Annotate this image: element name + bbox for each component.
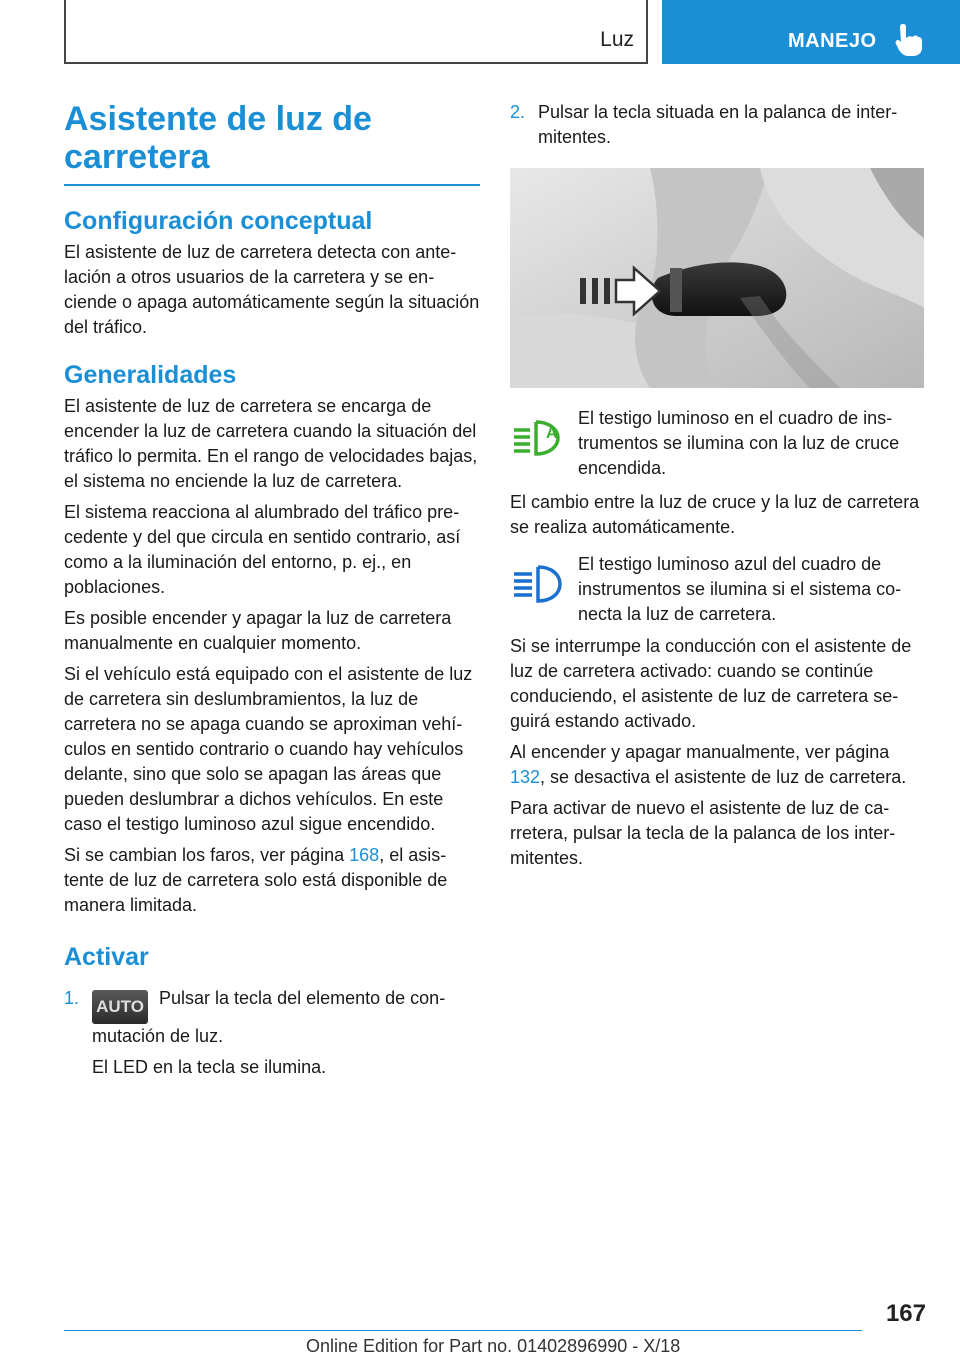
header-box — [64, 0, 648, 64]
step-number: 1. — [64, 988, 80, 1008]
step-2 — [510, 100, 924, 150]
chapter-tab-label: MANEJO — [788, 30, 877, 52]
page-number: 167 — [885, 1300, 926, 1327]
step-1-note: El LED en la tecla se ilumina. — [92, 1057, 327, 1077]
paragraph-concept: El asistente de luz de carretera detecta con antelación a otros usuarios de la carretera y se enciende o apaga automáticamente según la situación del tráfico. — [64, 242, 480, 337]
page-link-168[interactable]: 168 — [349, 845, 380, 865]
paragraph-manual: Al encender y apagar manualmente, ver página 132, se desactiva el asistente de luz de carretera. — [510, 742, 907, 787]
indicator-low-beam-row — [510, 406, 924, 484]
page-title: Asistente de luz de carretera — [64, 100, 480, 186]
footer-divider — [64, 1330, 862, 1331]
step-2-text: Pulsar la tecla situada en la palanca de intermitentes. — [538, 102, 898, 147]
pointing-hand-icon — [894, 22, 924, 58]
paragraph-reactivate: Para activar de nuevo el asistente de luz de carretera, pulsar la tecla de la palanca de los intermitentes. — [510, 798, 896, 868]
paragraph-general-1: El asistente de luz de carretera se encarga de encender la luz de carretera cuando la situación del tráfico lo permita. En el rango de velocidades bajas, el sistema no enciende la luz de carretera. — [64, 396, 478, 491]
paragraph-general-4: Si el vehículo está equipado con el asistente de luz de carretera sin deslumbramientos, la luz de carretera no se apaga cuando se aproximan vehículos en sentido contrario o cuando hay vehículos delante, sino que solo se apagan las áreas que pueden deslumbrar a dichos vehículos. En este caso el testigo luminoso azul sigue encendido. — [64, 664, 473, 834]
turn-signal-lever-photo — [510, 168, 924, 388]
auto-button-icon: AUTO — [92, 990, 148, 1024]
high-beam-indicator-icon — [510, 562, 566, 606]
section-title: Luz — [600, 28, 634, 51]
chapter-tab[interactable] — [662, 0, 960, 64]
paragraph-general-3: Es posible encender y apagar la luz de carretera manualmente en cualquier momento. — [64, 608, 452, 653]
indicator-high-beam-text: El testigo luminoso azul del cuadro de instrumentos se ilumina si el sistema conecta la luz de carretera. — [578, 554, 902, 624]
paragraph-general-5: Si se cambian los faros, ver página 168, el asistente de luz de carretera solo está disponible de manera limitada. — [64, 845, 448, 915]
svg-text:A: A — [546, 425, 558, 442]
step-number: 2. — [510, 102, 526, 122]
right-column — [510, 100, 924, 871]
heading-general: Generalidades — [64, 361, 237, 389]
paragraph-interrupt: Si se interrumpe la conducción con el asistente de luz de carretera activado: cuando se continúe conduciendo, el asistente de luz de carretera seguirá estando activado. — [510, 636, 912, 731]
paragraph-general-2: El sistema reacciona al alumbrado del tráfico precedente y del que circula en sentido contrario, así como a la iluminación del entorno, p. ej., en poblaciones. — [64, 502, 461, 597]
footer-edition: Online Edition for Part no. 01402896990 - X/18 — [306, 1336, 681, 1356]
step-1 — [64, 986, 480, 1049]
paragraph-switch: El cambio entre la luz de cruce y la luz de carretera se realiza automáticamente. — [510, 492, 920, 537]
high-beam-assist-indicator-icon — [510, 416, 566, 460]
heading-concept: Configuración conceptual — [64, 207, 373, 235]
heading-activate: Activar — [64, 943, 149, 971]
step-1-text: Pulsar la tecla del elemento de conmutación de luz. — [92, 988, 446, 1046]
left-column — [64, 100, 480, 1080]
indicator-high-beam-row — [510, 552, 924, 630]
page-link-132[interactable]: 132 — [510, 767, 541, 787]
indicator-low-beam-text: El testigo luminoso en el cuadro de instrumentos se ilumina con la luz de cruce encendida. — [578, 408, 900, 478]
